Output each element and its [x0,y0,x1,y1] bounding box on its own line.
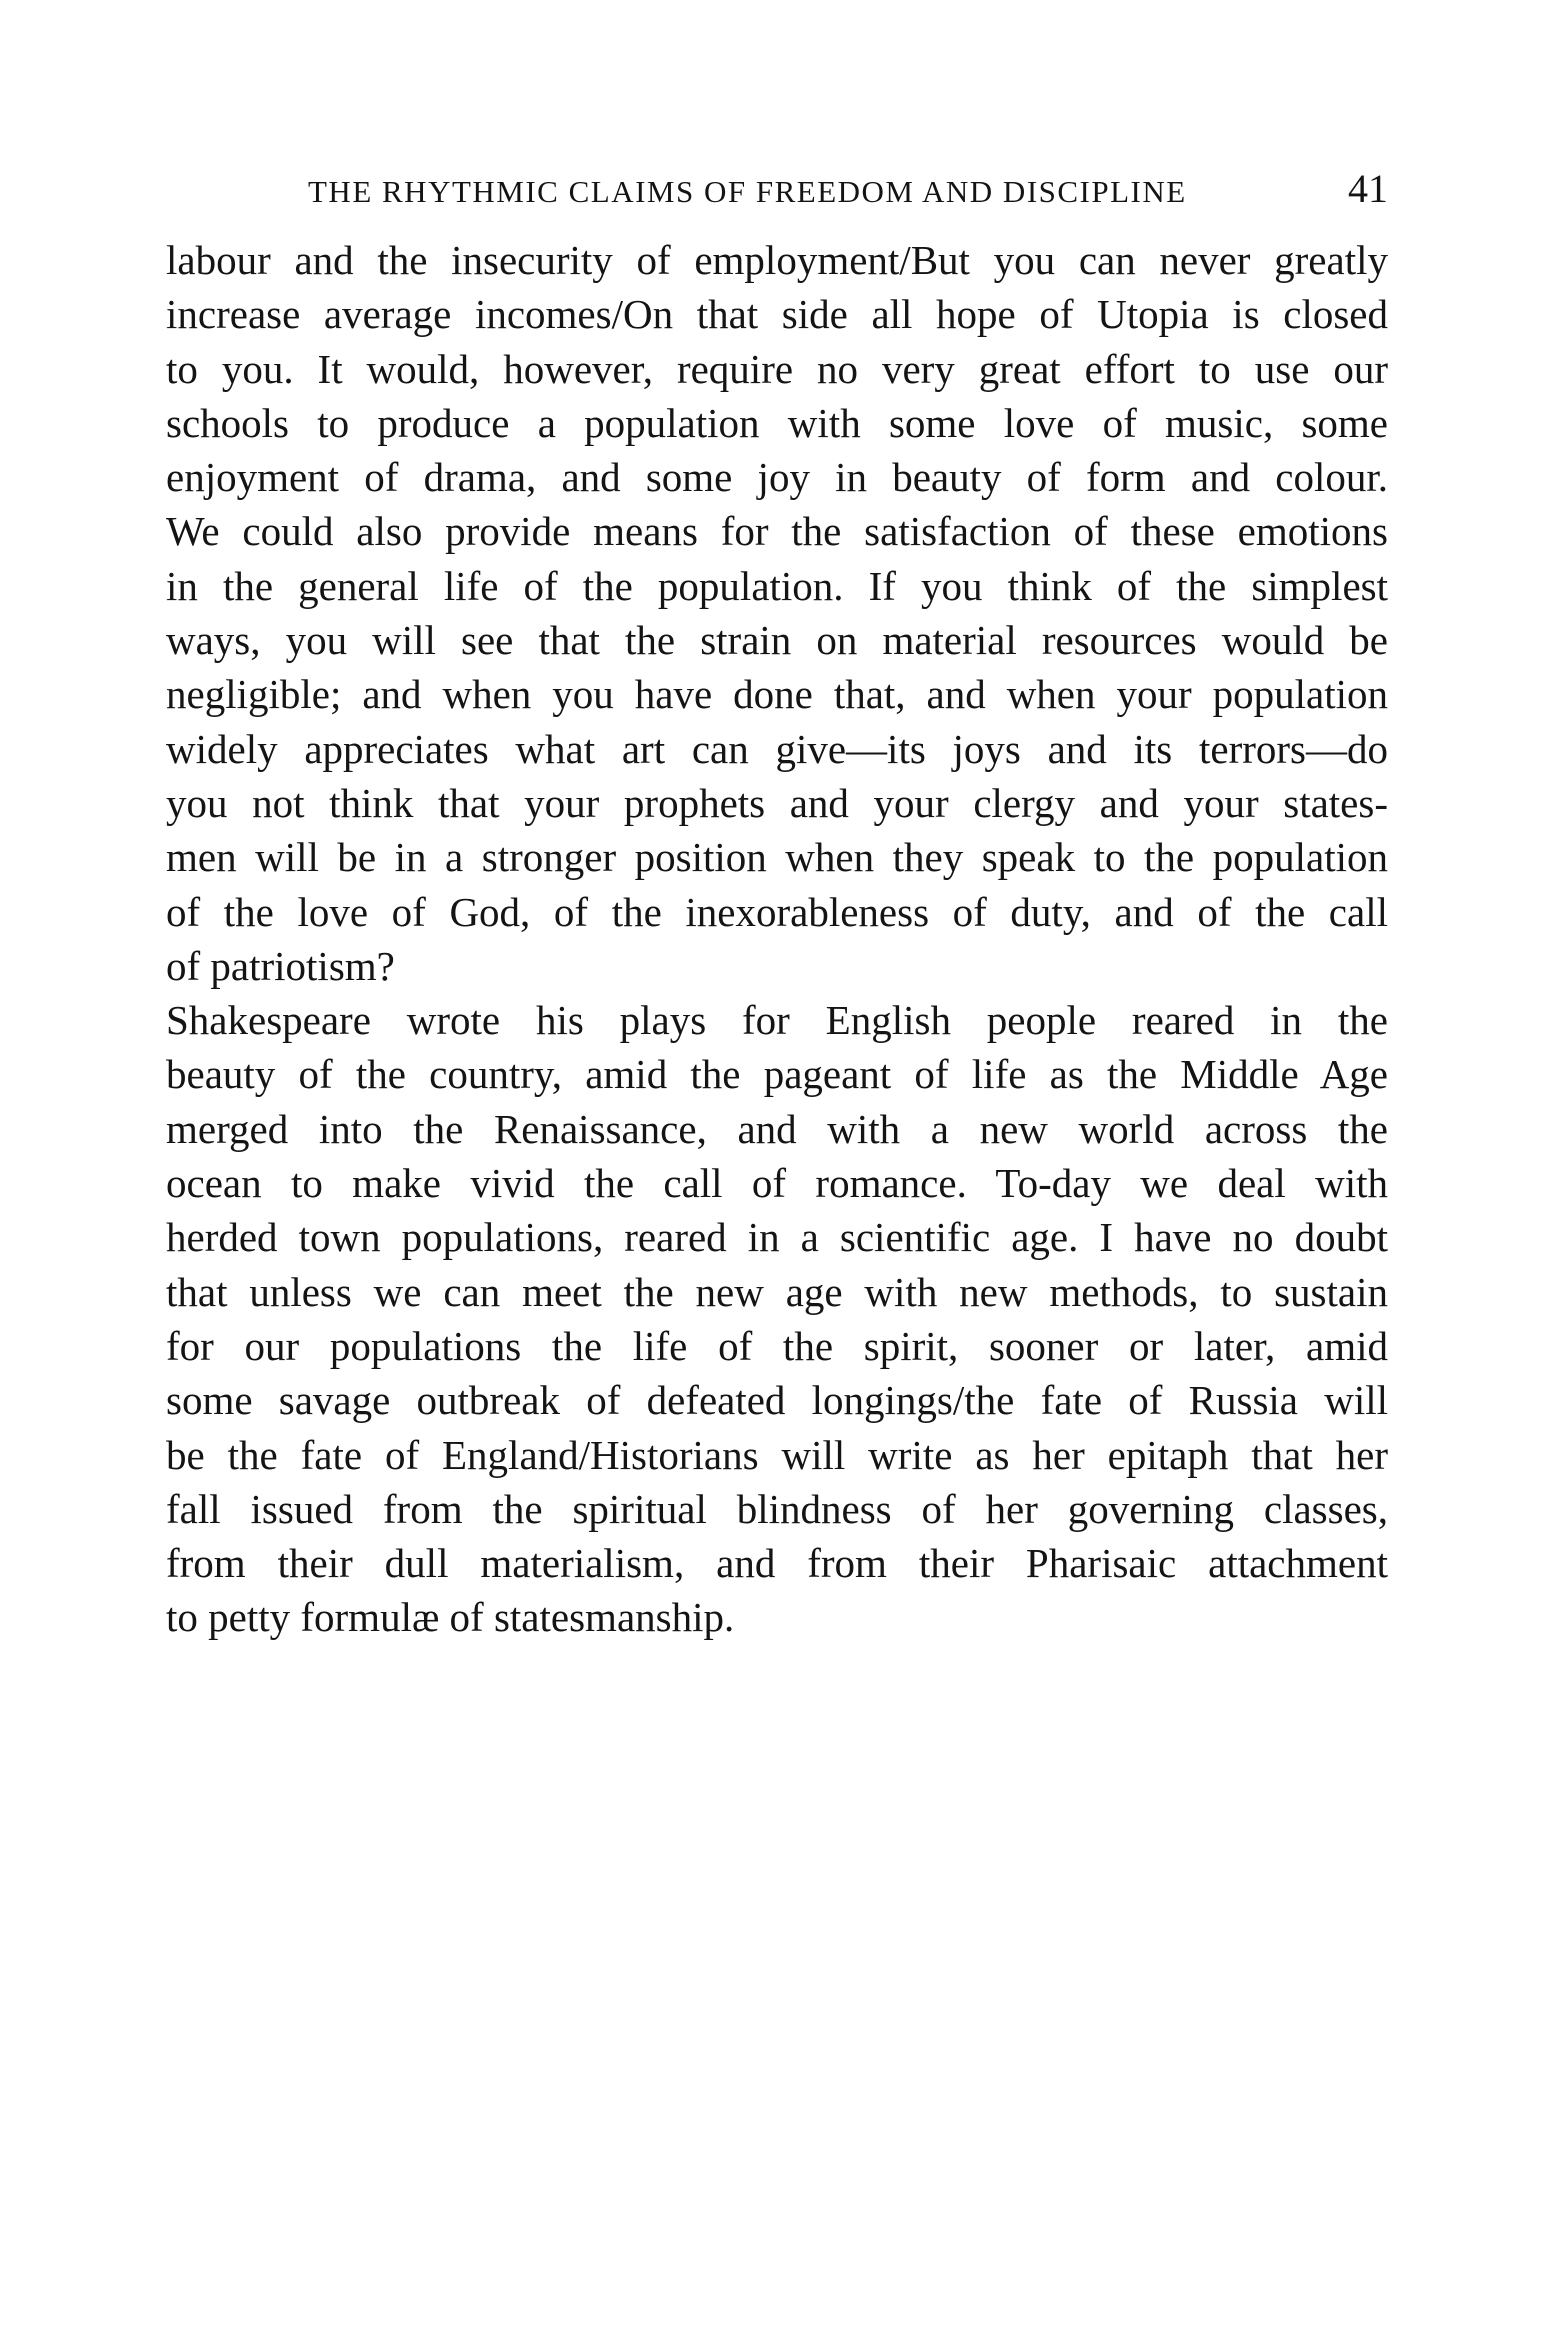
text-line: in the general life of the population. If you think of the simplest [166,562,1388,609]
text-line: fall issued from the spiritual blindness of her governing classes, [166,1485,1388,1532]
text-line: We could also provide means for the satisfaction of these emotions [166,508,1388,555]
text-line: from their dull materialism, and from their Pharisaic attachment [166,1540,1388,1587]
text-line: widely appreciates what art can give—its joys and its terrors—do [166,725,1388,772]
text-line: that unless we can meet the new age with new methods, to sustain [166,1268,1388,1315]
text-line: some savage outbreak of defeated longings/the fate of Russia will [166,1377,1388,1424]
text-line: ocean to make vivid the call of romance. To-day we deal with [166,1160,1388,1207]
text-line: of the love of God, of the inexorableness of duty, and of the call [166,888,1388,935]
body-text [166,233,1388,1645]
text-line: to petty formulæ of statesmanship. [166,1594,735,1641]
text-line: of patriotism? [166,942,395,989]
text-line: negligible; and when you have done that, and when your population [166,671,1388,718]
text-line: merged into the Renaissance, and with a new world across the [166,1105,1388,1152]
text-line: increase average incomes/On that side all hope of Utopia is closed [166,291,1388,338]
text-line: men will be in a stronger position when they speak to the population [166,834,1388,881]
text-line: for our populations the life of the spirit, sooner or later, amid [166,1322,1388,1369]
text-line: enjoyment of drama, and some joy in beauty of form and colour. [166,454,1388,501]
running-title: THE RHYTHMIC CLAIMS OF FREEDOM AND DISCIPLINE [308,174,1187,209]
text-line: ways, you will see that the strain on material resources would be [166,617,1388,664]
paragraph-2 [166,993,1388,1645]
text-line: labour and the insecurity of employment/But you can never greatly [166,237,1388,283]
text-line: you not think that your prophets and your clergy and your states- [166,779,1388,826]
text-line: be the fate of England/Historians will write as her epitaph that her [166,1431,1388,1478]
running-head [166,165,1388,215]
text-line: beauty of the country, amid the pageant of life as the Middle Age [166,1051,1388,1098]
paragraph-1 [166,233,1388,993]
text-line: schools to produce a population with some love of music, some [166,399,1388,446]
text-line: to you. It would, however, require no very great effort to use our [166,345,1388,392]
text-line: Shakespeare wrote his plays for English people reared in the [166,997,1388,1044]
page-number: 41 [1348,166,1388,211]
text-line: herded town populations, reared in a scientific age. I have no doubt [166,1214,1388,1261]
